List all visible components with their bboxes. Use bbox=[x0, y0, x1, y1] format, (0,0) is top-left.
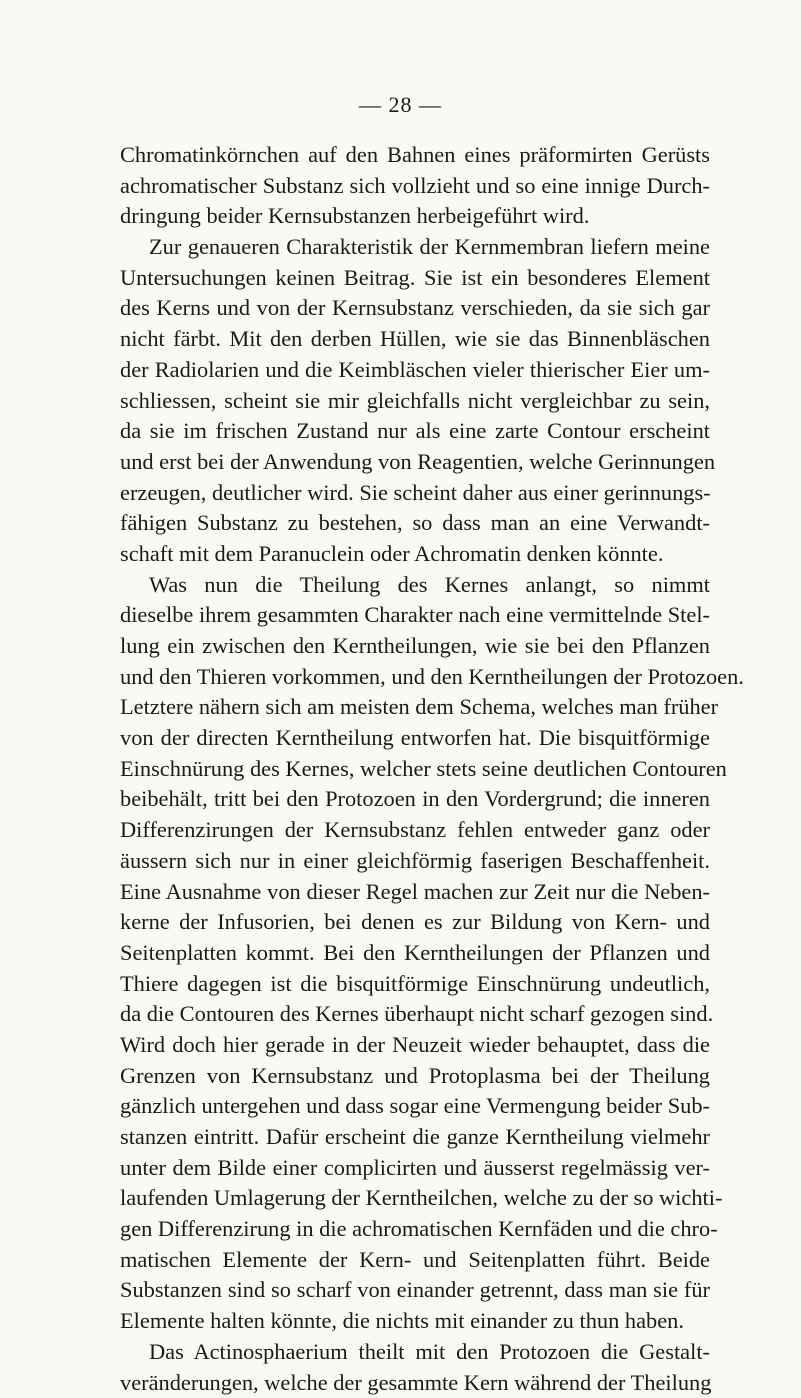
text-line: Das Actinosphaerium theilt mit den Protozoen die Gestalt- bbox=[120, 1337, 710, 1368]
text-line: dringung beider Kernsubstanzen herbeigeführt wird. bbox=[120, 201, 710, 232]
text-line: Letztere nähern sich am meisten dem Schema, welches man früher bbox=[120, 692, 710, 723]
text-line: und erst bei der Anwendung von Reagentien, welche Gerinnungen bbox=[120, 447, 710, 478]
text-line: und den Thieren vorkommen, und den Kerntheilungen der Protozoen. bbox=[120, 662, 710, 693]
text-line: schliessen, scheint sie mir gleichfalls nicht vergleichbar zu sein, bbox=[120, 386, 710, 417]
text-line: da die Contouren des Kernes überhaupt nicht scharf gezogen sind. bbox=[120, 999, 710, 1030]
text-line: Was nun die Theilung des Kernes anlangt, so nimmt bbox=[120, 570, 710, 601]
text-line: Chromatinkörnchen auf den Bahnen eines präformirten Gerüsts bbox=[120, 140, 710, 171]
text-line: schaft mit dem Paranuclein oder Achromatin denken könnte. bbox=[120, 539, 710, 570]
text-line: matischen Elemente der Kern- und Seitenplatten führt. Beide bbox=[120, 1245, 710, 1276]
text-line: erzeugen, deutlicher wird. Sie scheint daher aus einer gerinnungs- bbox=[120, 478, 710, 509]
text-line: der Radiolarien und die Keimbläschen vieler thierischer Eier um- bbox=[120, 355, 710, 386]
text-line: laufenden Umlagerung der Kerntheilchen, welche zu der so wichti- bbox=[120, 1183, 710, 1214]
text-line: von der directen Kerntheilung entworfen hat. Die bisquitförmige bbox=[120, 723, 710, 754]
text-line: Einschnürung des Kernes, welcher stets seine deutlichen Contouren bbox=[120, 754, 710, 785]
text-line: Zur genaueren Charakteristik der Kernmembran liefern meine bbox=[120, 232, 710, 263]
text-line: stanzen eintritt. Dafür erscheint die ganze Kerntheilung vielmehr bbox=[120, 1122, 710, 1153]
text-line: Untersuchungen keinen Beitrag. Sie ist ein besonderes Element bbox=[120, 263, 710, 294]
text-line: kerne der Infusorien, bei denen es zur Bildung von Kern- und bbox=[120, 907, 710, 938]
page-number: — 28 — bbox=[0, 92, 801, 118]
text-line: beibehält, tritt bei den Protozoen in den Vordergrund; die inneren bbox=[120, 784, 710, 815]
text-line: des Kerns und von der Kernsubstanz verschieden, da sie sich gar bbox=[120, 293, 710, 324]
text-line: dieselbe ihrem gesammten Charakter nach eine vermittelnde Stel- bbox=[120, 600, 710, 631]
text-line: achromatischer Substanz sich vollzieht und so eine innige Durch- bbox=[120, 171, 710, 202]
text-line: unter dem Bilde einer complicirten und äusserst regelmässig ver- bbox=[120, 1153, 710, 1184]
text-line: fähigen Substanz zu bestehen, so dass man an eine Verwandt- bbox=[120, 508, 710, 539]
text-line: Wird doch hier gerade in der Neuzeit wieder behauptet, dass die bbox=[120, 1030, 710, 1061]
text-line: Differenzirungen der Kernsubstanz fehlen entweder ganz oder bbox=[120, 815, 710, 846]
text-line: Thiere dagegen ist die bisquitförmige Einschnürung undeutlich, bbox=[120, 969, 710, 1000]
text-line: veränderungen, welche der gesammte Kern während der Theilung bbox=[120, 1368, 710, 1398]
text-line: gänzlich untergehen und dass sogar eine Vermengung beider Sub- bbox=[120, 1091, 710, 1122]
text-line: gen Differenzirung in die achromatischen Kernfäden und die chro- bbox=[120, 1214, 710, 1245]
text-line: Substanzen sind so scharf von einander getrennt, dass man sie für bbox=[120, 1275, 710, 1306]
text-line: da sie im frischen Zustand nur als eine zarte Contour erscheint bbox=[120, 416, 710, 447]
text-line: Grenzen von Kernsubstanz und Protoplasma bei der Theilung bbox=[120, 1061, 710, 1092]
text-line: Eine Ausnahme von dieser Regel machen zur Zeit nur die Neben- bbox=[120, 877, 710, 908]
text-line: Elemente halten könnte, die nichts mit einander zu thun haben. bbox=[120, 1306, 710, 1337]
text-line: äussern sich nur in einer gleichförmig faserigen Beschaffenheit. bbox=[120, 846, 710, 877]
text-line: lung ein zwischen den Kerntheilungen, wie sie bei den Pflanzen bbox=[120, 631, 710, 662]
text-line: Seitenplatten kommt. Bei den Kerntheilungen der Pflanzen und bbox=[120, 938, 710, 969]
text-line: nicht färbt. Mit den derben Hüllen, wie sie das Binnenbläschen bbox=[120, 324, 710, 355]
body-text bbox=[120, 140, 710, 1398]
